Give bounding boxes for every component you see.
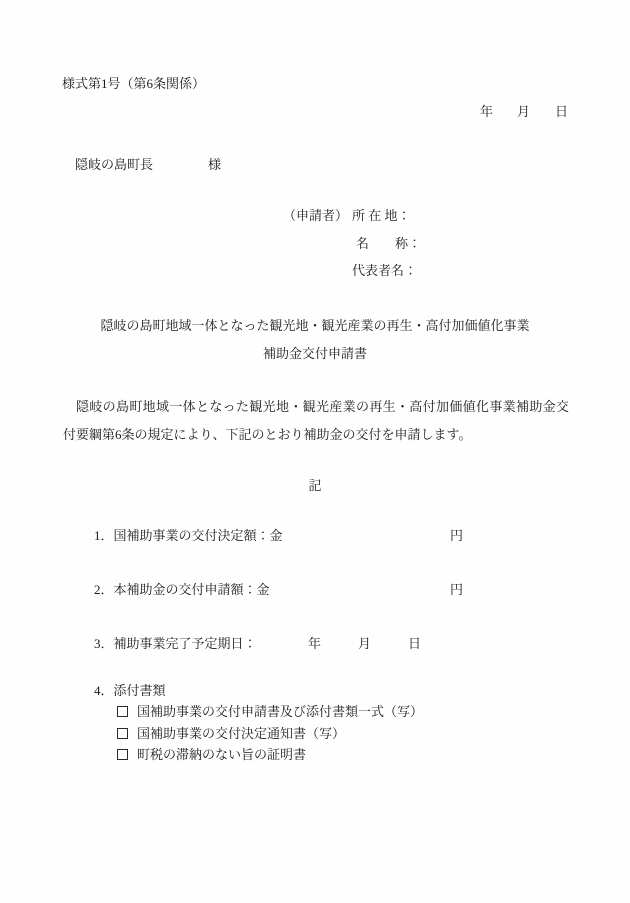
item3-year-label: 年 (308, 636, 322, 651)
document-title-line1: 隠岐の島町地域一体となった観光地・観光産業の再生・高付加価値化事業 (100, 318, 530, 333)
applicant-name-label: 名 称： (356, 236, 422, 251)
item3-month-label: 月 (358, 636, 372, 651)
attachment-checkbox-2 (117, 728, 128, 739)
item1-yen-label: 円 (450, 528, 464, 543)
attachment-checkbox-3 (117, 749, 128, 760)
attachment-checkbox-1 (117, 706, 128, 717)
item3-day-label: 日 (408, 636, 422, 651)
applicant-prefix: （申請者） (283, 208, 349, 223)
item1-label: 1．国補助事業の交付決定額：金 (94, 528, 283, 543)
item4-label: 4．添付書類 (94, 683, 166, 698)
document-title-line2: 補助金交付申請書 (262, 346, 367, 361)
item3-label: 3．補助事業完了予定期日： (94, 636, 257, 651)
addressee-name: 隠岐の島町長 (75, 157, 154, 172)
body-paragraph: 隠岐の島町地域一体となった観光地・観光産業の再生・高付加価値化事業補助金交付要綱第6条の規定により、下記のとおり補助金の交付を申請します。 (63, 399, 569, 442)
record-marker: 記 (308, 478, 322, 493)
form-number: 様式第1号（第6条関係） (62, 76, 206, 91)
date-month-label: 月 (517, 104, 531, 119)
attachment-label-2: 国補助事業の交付決定通知書（写） (137, 726, 346, 741)
item2-yen-label: 円 (450, 582, 464, 597)
date-year-label: 年 (480, 104, 494, 119)
applicant-address-label: 所 在 地： (352, 208, 411, 223)
item2-label: 2．本補助金の交付申請額：金 (94, 582, 270, 597)
attachment-label-1: 国補助事業の交付申請書及び添付書類一式（写） (137, 704, 424, 719)
applicant-representative-line (0, 263, 630, 311)
attachment-label-3: 町税の滞納のない旨の証明書 (137, 747, 307, 762)
applicant-representative-label: 代表者名： (352, 263, 418, 278)
date-day-label: 日 (555, 104, 569, 119)
attachment-row-3 (0, 747, 630, 811)
addressee-honorific: 様 (208, 157, 222, 172)
